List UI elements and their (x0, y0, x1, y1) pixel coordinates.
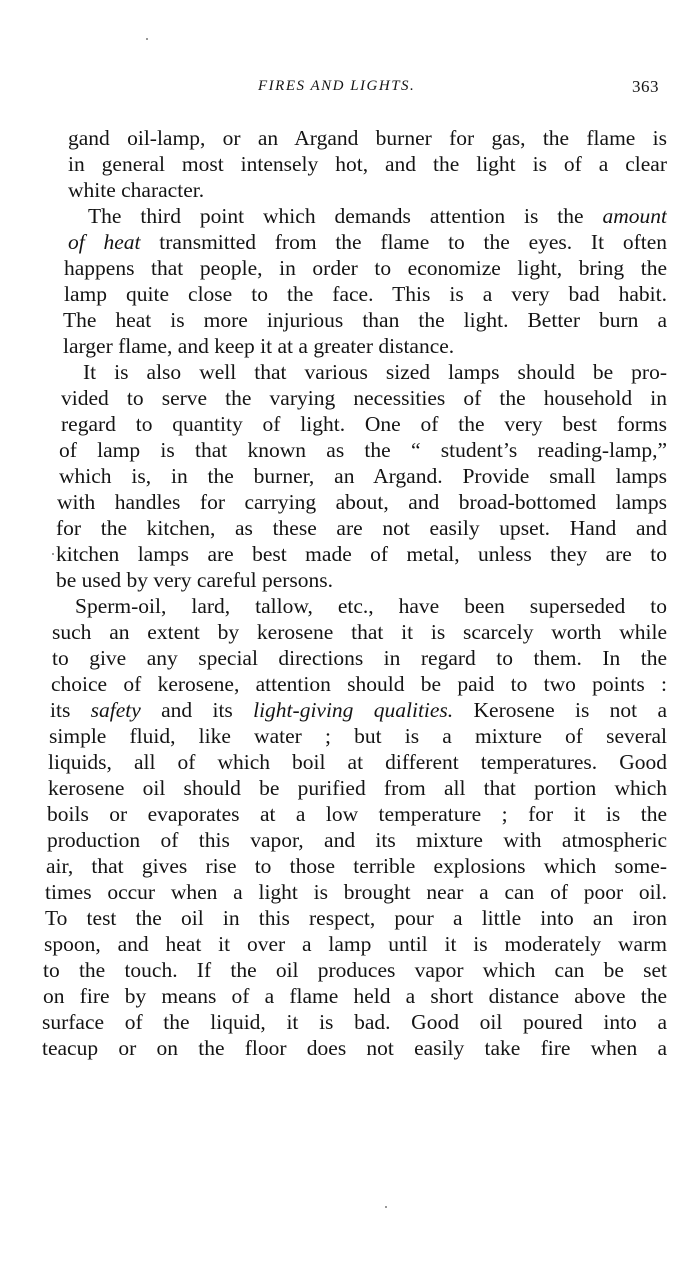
text-line (68, 151, 667, 177)
text-run: regard to quantity of light. One of the very best forms (61, 412, 667, 436)
text-line (52, 645, 667, 671)
text-run: Sperm-oil, lard, tallow, etc., have been superseded to (75, 594, 667, 618)
text-run: such an extent by kerosene that it is scarcely worth while (52, 620, 667, 644)
text-run: which is, in the burner, an Argand. Provide small lamps (59, 464, 667, 488)
text-run: The heat is more injurious than the light. Better burn a (63, 308, 667, 332)
text-run: of lamp is that known as the “ student’s reading-lamp,” (59, 438, 667, 462)
text-run: happens that people, in order to economize light, bring the (64, 256, 667, 280)
text-line (56, 515, 667, 541)
text-run: production of this vapor, and its mixture with atmospheric (47, 828, 667, 852)
text-line (43, 983, 667, 1009)
paper-speck (146, 38, 148, 40)
text-line (68, 177, 667, 203)
text-line (57, 489, 667, 515)
text-line (47, 827, 667, 853)
italic-phrase: amount (602, 204, 667, 228)
paper-speck (52, 553, 54, 555)
text-run: spoon, and heat it over a lamp until it is moderately warm (44, 932, 667, 956)
text-line (48, 749, 667, 775)
text-line (49, 723, 667, 749)
text-line (64, 281, 667, 307)
text-run: transmitted from the flame to the eyes. It often (140, 230, 667, 254)
text-line (64, 255, 667, 281)
page-number: 363 (632, 77, 659, 96)
text-run: on fire by means of a flame held a short distance above the (43, 984, 667, 1008)
paper-speck (385, 1206, 387, 1208)
text-run: vided to serve the varying necessities of the household in (61, 386, 667, 410)
text-line (56, 567, 667, 593)
text-line (56, 541, 667, 567)
text-line (63, 333, 667, 359)
text-run: The third point which demands attention is the (88, 204, 603, 228)
text-line (46, 853, 667, 879)
text-line (59, 437, 667, 463)
text-run: boils or evaporates at a low temperature ; for it is the (47, 802, 667, 826)
text-run: Kerosene is not a (453, 698, 667, 722)
text-line (45, 905, 667, 931)
text-run: choice of kerosene, attention should be paid to two points : (51, 672, 667, 696)
italic-phrase: of heat (68, 230, 141, 254)
text-line (88, 203, 667, 229)
running-head (0, 78, 700, 100)
text-line (48, 775, 667, 801)
text-line (68, 125, 667, 151)
text-run: To test the oil in this respect, pour a little into an iron (45, 906, 667, 930)
text-line (52, 619, 667, 645)
running-title: FIRES AND LIGHTS. (258, 78, 416, 94)
text-run: to give any special directions in regard to them. In the (52, 646, 667, 670)
text-run: air, that gives rise to those terrible explosions which some- (46, 854, 667, 878)
text-run: kitchen lamps are best made of metal, unless they are to (56, 542, 667, 566)
text-run: teacup or on the floor does not easily take fire when a (42, 1036, 667, 1060)
text-run: liquids, all of which boil at different temperatures. Good (48, 750, 667, 774)
text-line (42, 1035, 667, 1061)
text-run: to the touch. If the oil produces vapor which can be set (43, 958, 667, 982)
text-run: It is also well that various sized lamps should be pro- (83, 360, 667, 384)
italic-phrase: safety (90, 698, 141, 722)
text-run: in general most intensely hot, and the light is of a clear (68, 152, 667, 176)
text-run: kerosene oil should be purified from all that portion which (48, 776, 667, 800)
text-run: simple fluid, like water ; but is a mixture of several (49, 724, 667, 748)
text-line (75, 593, 667, 619)
text-line (83, 359, 667, 385)
text-run: and its (140, 698, 254, 722)
text-run: larger flame, and keep it at a greater distance. (63, 334, 455, 358)
text-line (43, 957, 667, 983)
text-line (44, 931, 667, 957)
text-line (51, 671, 667, 697)
text-run: surface of the liquid, it is bad. Good oil poured into a (42, 1010, 667, 1034)
text-line (63, 307, 667, 333)
text-line (47, 801, 667, 827)
text-run: times occur when a light is brought near a can of poor oil. (45, 880, 667, 904)
text-run: with handles for carrying about, and broad-bottomed lamps (57, 490, 667, 514)
text-run: gand oil-lamp, or an Argand burner for gas, the flame is (68, 126, 667, 150)
text-run: be used by very careful persons. (56, 568, 334, 592)
text-line (50, 697, 667, 723)
text-run: lamp quite close to the face. This is a very bad habit. (64, 282, 667, 306)
text-line (68, 229, 667, 255)
text-line (59, 463, 667, 489)
text-run: its (50, 698, 91, 722)
text-run: for the kitchen, as these are not easily upset. Hand and (56, 516, 667, 540)
text-run: white character. (68, 178, 205, 202)
text-line (42, 1009, 667, 1035)
text-line (45, 879, 667, 905)
text-line (61, 385, 667, 411)
italic-phrase: light-giving qualities. (253, 698, 454, 722)
text-line (61, 411, 667, 437)
